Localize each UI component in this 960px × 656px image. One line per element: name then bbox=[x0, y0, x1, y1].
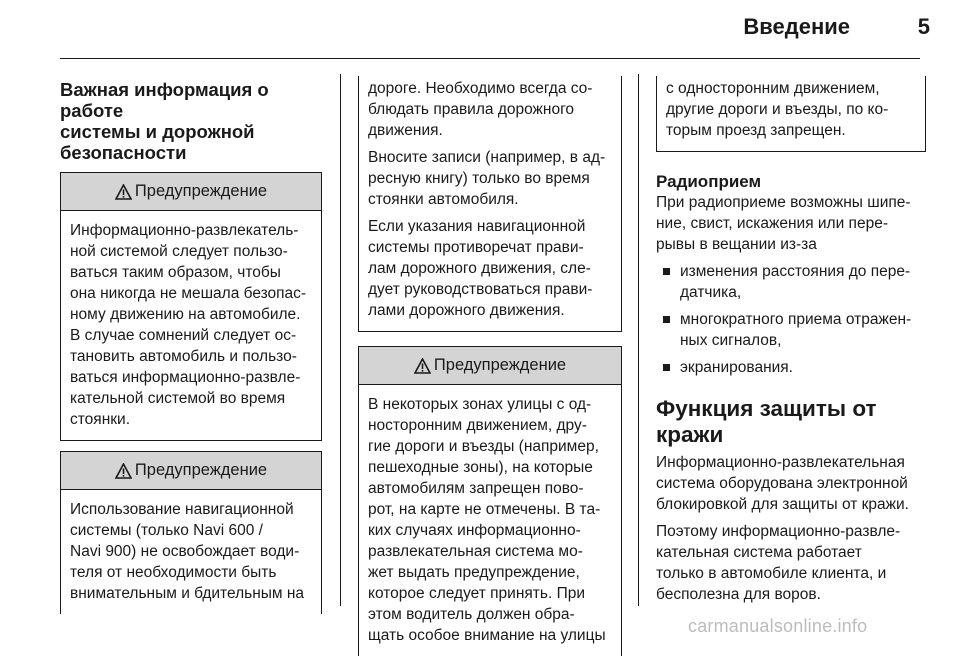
watermark: carmanualsonline.info bbox=[688, 616, 868, 636]
warning-box bbox=[60, 172, 322, 441]
warning-box-continued bbox=[358, 76, 622, 332]
warning-header bbox=[359, 347, 621, 385]
theft-paragraph: Поэтому информационно-развле- кательная система работает только в автомобиле клиента, и бесполезна для воров. bbox=[656, 523, 901, 603]
warning-text: дороге. Необходимо всегда со- блюдать правила дорожного движения. Вносите записи (например, в ад- ресную книгу) только во время стоянки автомобиля. Если указания навигационной системы противоречат прави- лам дорожного движения, сле- дует руководствоваться прави- лами дорожного движения. bbox=[368, 80, 606, 319]
column-2 bbox=[358, 76, 622, 656]
bullet-square-icon bbox=[663, 316, 670, 323]
warning-box bbox=[60, 451, 322, 614]
column-divider bbox=[638, 74, 639, 606]
list-item: многократного приема отражен- ных сигналов, bbox=[656, 309, 926, 351]
radio-section bbox=[656, 172, 926, 378]
list-item: изменения расстояния до пере- датчика, bbox=[656, 261, 926, 303]
radio-intro: При радиоприеме возможны шипе- ние, свист, искажения или пере- рывы в вещании из-за bbox=[656, 194, 911, 253]
theft-section bbox=[656, 396, 926, 605]
warning-header bbox=[61, 173, 321, 211]
warning-title: Предупреждение bbox=[134, 461, 268, 479]
section-heading-theft: Функция защиты от кражи bbox=[656, 396, 877, 447]
page-number: 5 bbox=[917, 14, 930, 39]
warning-title: Предупреждение bbox=[433, 356, 567, 374]
radio-causes-list bbox=[656, 261, 926, 378]
warning-text: В некоторых зонах улицы с од- носторонним движением, дру- гие дороги и въезды (например, пешеходные зоны), на которые автомобилям запрещен пово- рот, на карте не отмечены. В та- ких случаях информационно- развлекательная система мо- жет выдать предупреждение, которое следует принять. При этом водитель должен обра- щать особое внимание на улицы bbox=[368, 396, 606, 644]
warning-text: Информационно-развлекатель- ной системой следует пользо- ваться таким образом, чтобы она никогда не мешала безопас- ному движению на автомобиле. В случае сомнений следует ос- тановить автомобиль и пользо- ваться информационно-развле- кательной системой во время стоянки. bbox=[70, 222, 307, 428]
warning-box bbox=[358, 346, 622, 656]
bullet-square-icon bbox=[663, 364, 670, 371]
list-item: экранирования. bbox=[656, 357, 926, 378]
warning-box-continued bbox=[656, 76, 926, 152]
theft-paragraph: Информационно-развлекательная система оборудована электронной блокировкой для защиты от кражи. bbox=[656, 454, 909, 513]
warning-icon bbox=[115, 184, 132, 200]
warning-icon bbox=[414, 358, 431, 374]
column-3 bbox=[656, 76, 926, 611]
warning-header bbox=[61, 452, 321, 490]
column-divider bbox=[340, 74, 341, 606]
warning-icon bbox=[115, 463, 132, 479]
bullet-square-icon bbox=[663, 268, 670, 275]
page-header-title: Введение bbox=[743, 14, 850, 39]
section-heading-safety: Важная информация о работе системы и дорожной безопасности bbox=[60, 79, 269, 163]
section-heading-radio: Радиоприем bbox=[656, 172, 762, 191]
header-divider bbox=[60, 58, 920, 59]
column-1 bbox=[60, 76, 322, 614]
warning-title: Предупреждение bbox=[134, 182, 268, 200]
warning-text: с односторонним движением, другие дороги и въезды, по ко- торым проезд запрещен. bbox=[666, 80, 889, 139]
warning-text: Использование навигационной системы (только Navi 600 / Navi 900) не освобождает води- теля от необходимости быть внимательным и бдительным на bbox=[70, 501, 305, 602]
